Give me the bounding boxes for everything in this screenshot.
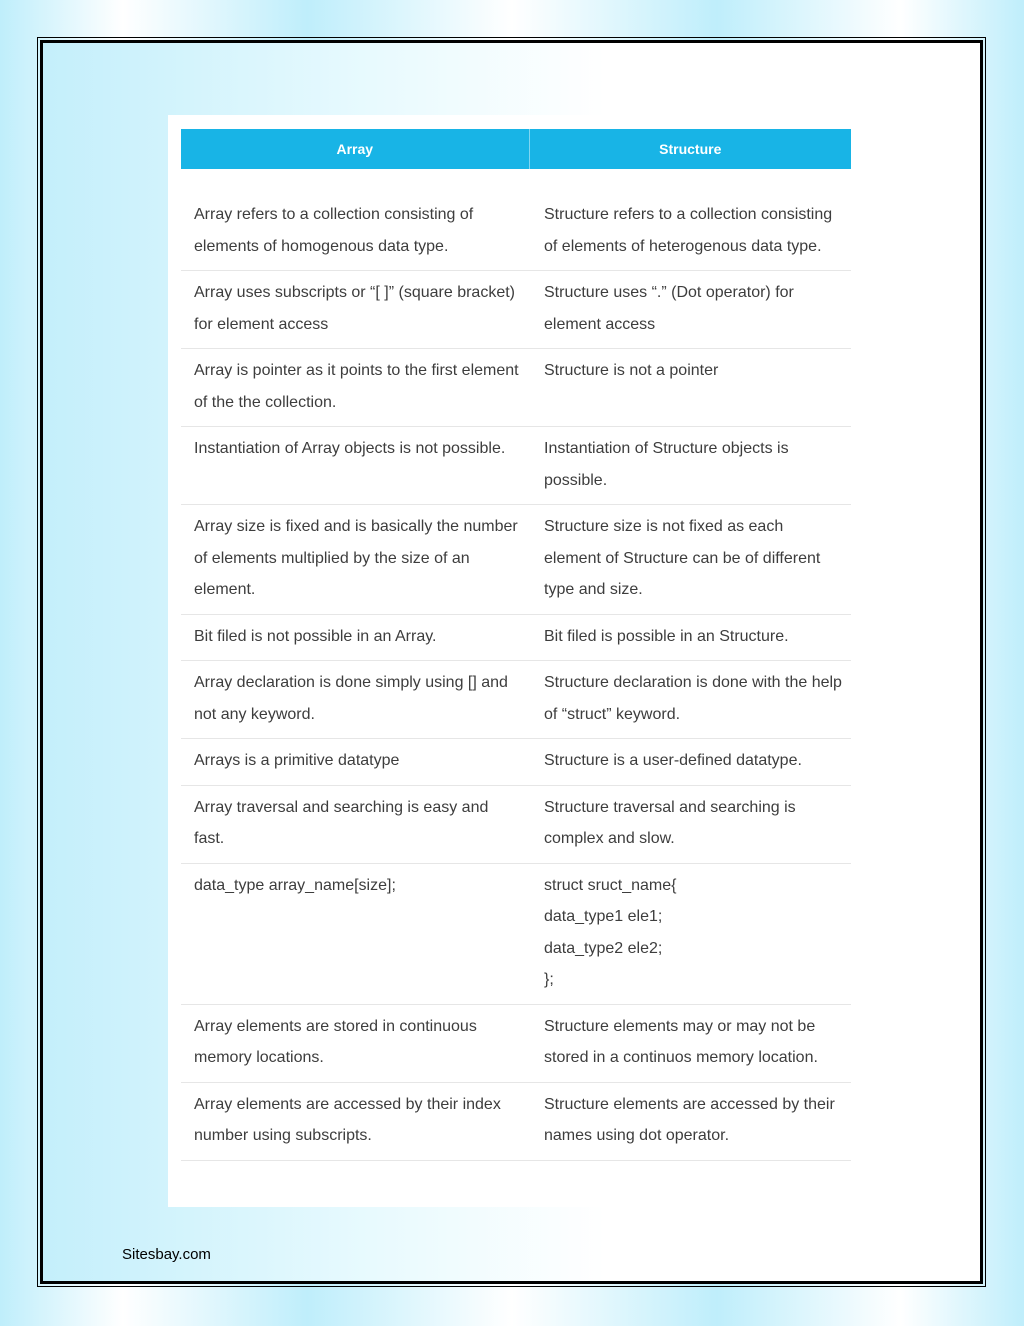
table-row (181, 614, 851, 661)
array-cell: Array size is fixed and is basically the number of elements multiplied by the size of an element. (181, 505, 529, 615)
array-cell: Array declaration is done simply using [] and not any keyword. (181, 661, 529, 739)
table-row (181, 1082, 851, 1160)
array-cell: Array uses subscripts or “[ ]” (square bracket) for element access (181, 271, 529, 349)
array-cell: Array elements are stored in continuous memory locations. (181, 1004, 529, 1082)
structure-cell: Structure uses “.” (Dot operator) for element access (529, 271, 851, 349)
table-row (181, 349, 851, 427)
code-line: struct sruct_name{ (544, 876, 677, 894)
array-cell: Array is pointer as it points to the first element of the the collection. (181, 349, 529, 427)
structure-cell: Structure elements are accessed by their names using dot operator. (529, 1082, 851, 1160)
footer-site-name: Sitesbay.com (122, 1246, 211, 1263)
page-frame (40, 40, 983, 1284)
comparison-sheet (168, 115, 860, 1207)
table-row (181, 1004, 851, 1082)
code-line: }; (544, 971, 554, 988)
array-vs-structure-table (181, 129, 851, 1161)
table-header-row (181, 129, 851, 169)
structure-cell: Bit filed is possible in an Structure. (529, 614, 851, 661)
table-row (181, 661, 851, 739)
structure-cell: Structure traversal and searching is complex and slow. (529, 785, 851, 863)
table-row (181, 193, 851, 271)
code-line: data_type2 ele2; (544, 939, 663, 957)
table-row-syntax (181, 863, 851, 1004)
array-cell: Array refers to a collection consisting of elements of homogenous data type. (181, 193, 529, 271)
array-cell: Arrays is a primitive datatype (181, 739, 529, 786)
structure-cell: Structure refers to a collection consisting of elements of heterogenous data type. (529, 193, 851, 271)
table-row (181, 785, 851, 863)
structure-cell: Structure size is not fixed as each element of Structure can be of different type and size. (529, 505, 851, 615)
structure-cell: Structure is a user-defined datatype. (529, 739, 851, 786)
array-cell: Instantiation of Array objects is not possible. (181, 427, 529, 505)
array-syntax-cell: data_type array_name[size]; (181, 863, 529, 1004)
structure-cell: Structure declaration is done with the help of “struct” keyword. (529, 661, 851, 739)
structure-cell: Structure elements may or may not be stored in a continuos memory location. (529, 1004, 851, 1082)
header-array: Array (181, 129, 529, 169)
structure-syntax-cell (529, 863, 851, 1004)
structure-cell: Structure is not a pointer (529, 349, 851, 427)
table-row (181, 271, 851, 349)
structure-cell: Instantiation of Structure objects is possible. (529, 427, 851, 505)
header-structure: Structure (529, 129, 851, 169)
table-row (181, 505, 851, 615)
table-row (181, 427, 851, 505)
array-cell: Array traversal and searching is easy and fast. (181, 785, 529, 863)
array-cell: Bit filed is not possible in an Array. (181, 614, 529, 661)
table-row (181, 739, 851, 786)
array-cell: Array elements are accessed by their index number using subscripts. (181, 1082, 529, 1160)
code-line: data_type1 ele1; (544, 908, 663, 925)
